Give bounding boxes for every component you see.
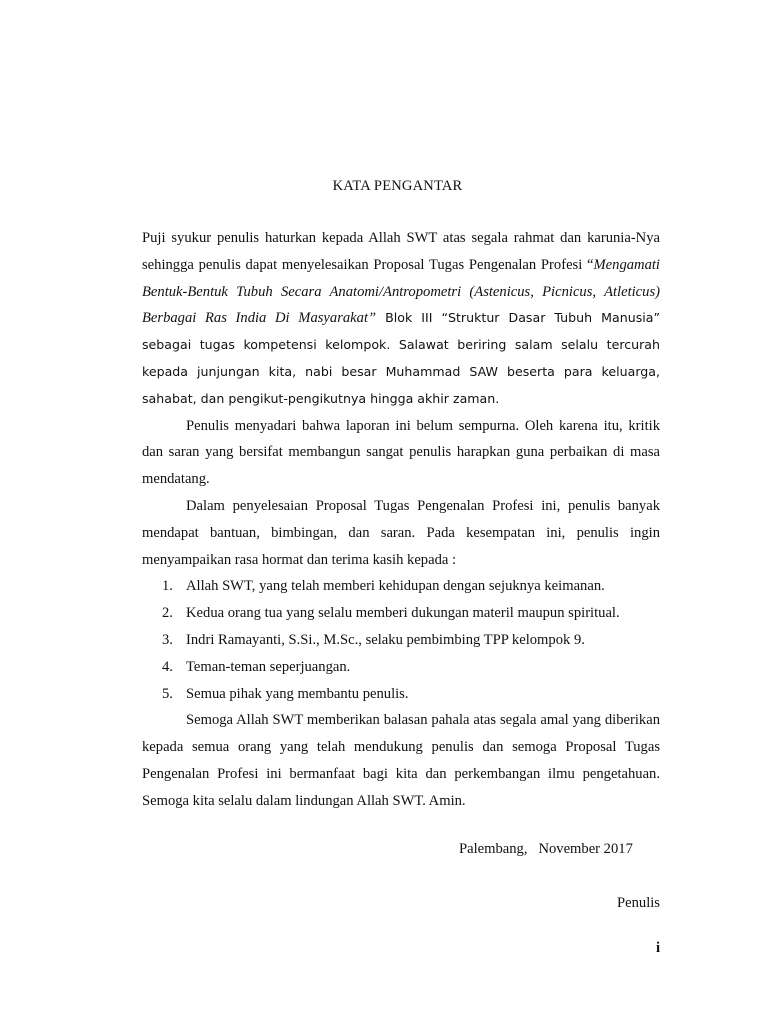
list-item — [142, 654, 660, 681]
list-item-number: 4. — [162, 658, 173, 675]
intro-text-italic-title: Mengamati Bentuk-Bentuk Tubuh Secara Anatomi/Antropometri (Astenicus, Picnicus, Atleticus) Berbagai Ras India Di Masyarakat” — [142, 256, 660, 327]
list-item — [142, 600, 660, 627]
intro-text-start: Puji syukur penulis haturkan kepada Allah SWT atas segala rahmat dan karunia-Nya sehingga penulis dapat menyelesaikan Proposal Tugas Pengenalan Profesi “ — [142, 230, 660, 273]
list-item-number: 2. — [162, 605, 173, 622]
writer-signature: Penulis — [617, 895, 660, 911]
list-item — [142, 627, 660, 654]
list-item-text: Allah SWT, yang telah memberi kehidupan dengan sejuknya keimanan. — [186, 578, 605, 595]
document-body — [142, 225, 660, 815]
list-item — [142, 573, 660, 600]
paragraph-apology: Penulis menyadari bahwa laporan ini belum sempurna. Oleh karena itu, kritik dan saran yang bersifat membangun sangat penulis harapkan guna perbaikan di masa mendatang. — [142, 417, 660, 488]
list-item-number: 5. — [162, 685, 173, 702]
paragraph-intro — [142, 225, 660, 413]
list-item-text: Semua pihak yang membantu penulis. — [186, 685, 409, 702]
intro-text-salawat: Salawat beriring salam selalu tercurah kepada junjungan kita, nabi besar Muhammad SAW beserta para keluarga, sahabat, dan pengikut-pengikutnya hingga akhir zaman. — [142, 337, 661, 406]
list-item-text: Indri Ramayanti, S.Si., M.Sc., selaku pembimbing TPP kelompok 9. — [186, 631, 585, 648]
place-date: Palembang, November 2017 — [459, 841, 633, 857]
thanks-list — [142, 573, 660, 707]
list-item-number: 3. — [162, 631, 173, 648]
paragraph-thanks-intro: Dalam penyelesaian Proposal Tugas Pengenalan Profesi ini, penulis banyak mendapat bantuan, bimbingan, dan saran. Pada kesempatan ini, penulis ingin menyampaikan rasa hormat dan terima kasih kepada : — [142, 497, 660, 568]
page-title: KATA PENGANTAR — [332, 178, 463, 194]
list-item-text: Teman-teman seperjuangan. — [186, 658, 351, 675]
list-item-text: Kedua orang tua yang selalu memberi dukungan materil maupun spiritual. — [186, 605, 620, 622]
list-item — [142, 681, 660, 708]
list-item-number: 1. — [162, 578, 173, 595]
paragraph-closing: Semoga Allah SWT memberikan balasan pahala atas segala amal yang diberikan kepada semua orang yang telah mendukung penulis dan semoga Proposal Tugas Pengenalan Profesi ini bermanfaat bagi kita dan perkembangan ilmu pengetahuan. Semoga kita selalu dalam lindungan Allah SWT. Amin. — [142, 712, 660, 809]
intro-text-block: Blok III “Struktur Dasar Tubuh Manusia” sebagai tugas kompetensi kelompok. — [142, 310, 660, 353]
page-number: i — [656, 940, 661, 956]
